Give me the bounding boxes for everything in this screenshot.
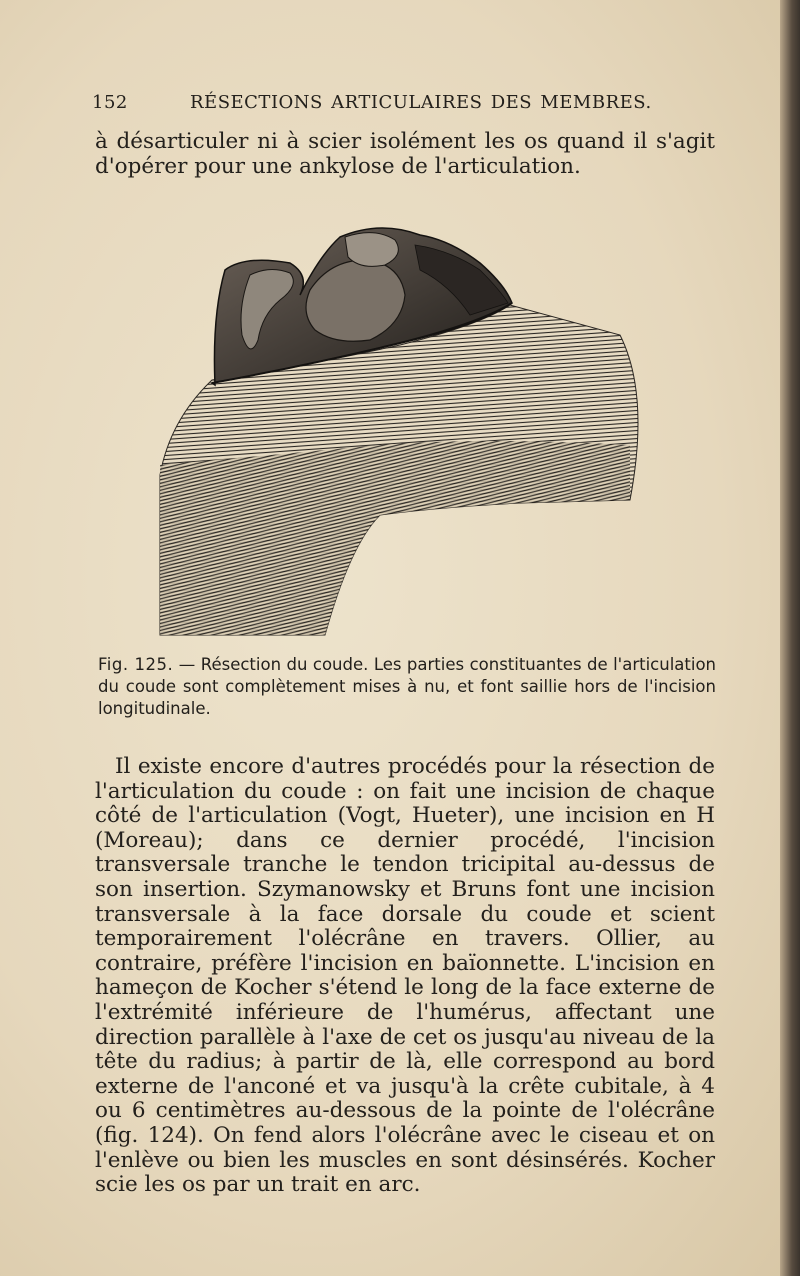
arm-lower-shading	[160, 441, 630, 635]
elbow-resection-illustration	[150, 215, 660, 645]
top-paragraph-block	[95, 130, 715, 179]
body-paragraph-block	[95, 755, 715, 1198]
figure-caption-text: — Résection du coude. Les parties constituantes de l'articulation du coude sont complètement mises à nu, et font saillie hors de l'incision longitudinale.	[98, 655, 716, 718]
figure-caption	[98, 654, 716, 720]
top-paragraph: à désarticuler ni à scier isolément les os quand il s'agit d'opérer pour une ankylose de l'articulation.	[95, 129, 715, 179]
figure-label: Fig. 125.	[98, 655, 174, 674]
running-title: RÉSECTIONS ARTICULAIRES DES MEMBRES.	[190, 92, 652, 113]
page-number: 152	[92, 92, 128, 113]
radius-head	[345, 233, 398, 267]
body-paragraph: Il existe encore d'autres procédés pour la résection de l'articulation du coude : on fait une incision de chaque côté de l'articulation (Vogt, Hueter), une incision en H (Moreau); dans ce dernier procédé, l'incision transversale tranche le tendon tricipital au-dessus de son insertion. Szymanowsky et Bruns font une incision transversale à la face dorsale du coude et scient temporairement l'olécrâne en travers. Ollier, au contraire, préfère l'incision en baïonnette. L'incision en hameçon de Kocher s'étend le long de la face externe de l'extrémité inférieure de l'humérus, affectant une direction parallèle à l'axe de cet os jusqu'au niveau de la tête du radius; à partir de là, elle correspond au bord externe de l'anconé et va jusqu'à la crête cubitale, à 4 ou 6 centimètres au-dessous de la pointe de l'olécrâne (fig. 124). On fend alors l'olécrâne avec le ciseau et on l'enlève ou bien les muscles en sont désinsérés. Kocher scie les os par un trait en arc.	[95, 754, 715, 1198]
book-page-edge	[780, 0, 800, 1276]
